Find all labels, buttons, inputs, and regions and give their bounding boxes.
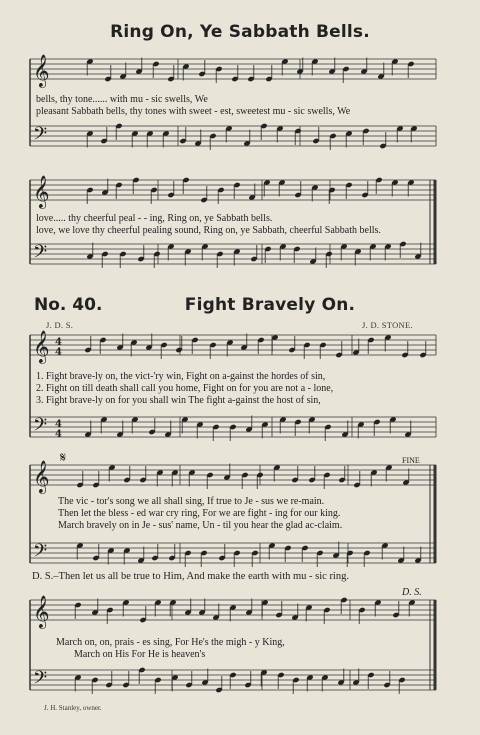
treble-clef-icon: 𝄞 (33, 330, 50, 363)
treble-clef-icon: 𝄞 (33, 595, 50, 628)
verse-line: The vic - tor's song we all shall sing, If true to Je - sus we re-main. (58, 496, 325, 507)
segno-icon: 𝄋 (60, 450, 67, 466)
bass-clef-icon: 𝄢 (33, 242, 48, 267)
ds-lyric-line: D. S.–Then let us all be true to Him, And make the earth with mu - sic ring. (32, 571, 349, 582)
time-signature: 4 (55, 429, 62, 440)
time-signature: 4 (55, 347, 62, 358)
bass-clef-icon: 𝄢 (33, 541, 48, 566)
lyric-line: bells, thy tone...... with mu - sic swells, We (36, 94, 208, 105)
lyric-line: pleasant Sabbath bells, thy tones with sweet - est, sweetest mu - sic swells, We (36, 106, 351, 117)
bass-clef-icon: 𝄢 (33, 415, 48, 440)
verse-line: Then let the bless - ed war cry ring, For we are fight - ing for our king. (58, 508, 341, 519)
fine-mark: FINE (402, 456, 420, 465)
song-title: Ring On, Ye Sabbath Bells. (110, 22, 370, 42)
treble-clef-icon: 𝄞 (33, 175, 50, 208)
hymn-number: No. 40. (34, 295, 103, 315)
bass-clef-icon: 𝄢 (33, 124, 48, 149)
chorus-line: March on, on, prais - es sing, For He's the migh - y King, (56, 637, 285, 648)
lyric-line: love, we love thy cheerful pealing sound, Ring on, ye Sabbath, cheerful Sabbath bells. (36, 225, 381, 236)
verse-line: March bravely on in Je - sus' name, Un - til you hear the glad ac-claim. (58, 520, 343, 531)
ds-mark: D. S. (402, 587, 422, 598)
treble-clef-icon: 𝄞 (33, 460, 50, 493)
music-credit: J. D. STONE. (362, 320, 413, 330)
words-credit: J. D. S. (46, 320, 74, 330)
song-title: Fight Bravely On. (184, 295, 356, 315)
bass-clef-icon: 𝄢 (33, 668, 48, 693)
time-signature: 4 (55, 419, 62, 430)
verse-line: 2. Fight on till death shall call you home, Fight on for you are not a - lone, (36, 383, 334, 394)
copyright-footer: J. H. Stanley, owner. (44, 704, 102, 712)
chorus-line: March on His For He is heaven's (74, 649, 206, 660)
time-signature: 4 (55, 337, 62, 348)
verse-line: 1. Fight brave-ly on, the vict-'ry win, Fight on a-gainst the hordes of sin, (36, 371, 326, 382)
verse-line: 3. Fight brave-ly on for you shall win The fight a-gainst the host of sin, (36, 395, 321, 406)
treble-clef-icon: 𝄞 (33, 54, 50, 87)
lyric-line: love..... thy cheerful peal - - ing, Ring on, ye Sabbath bells. (36, 213, 273, 224)
